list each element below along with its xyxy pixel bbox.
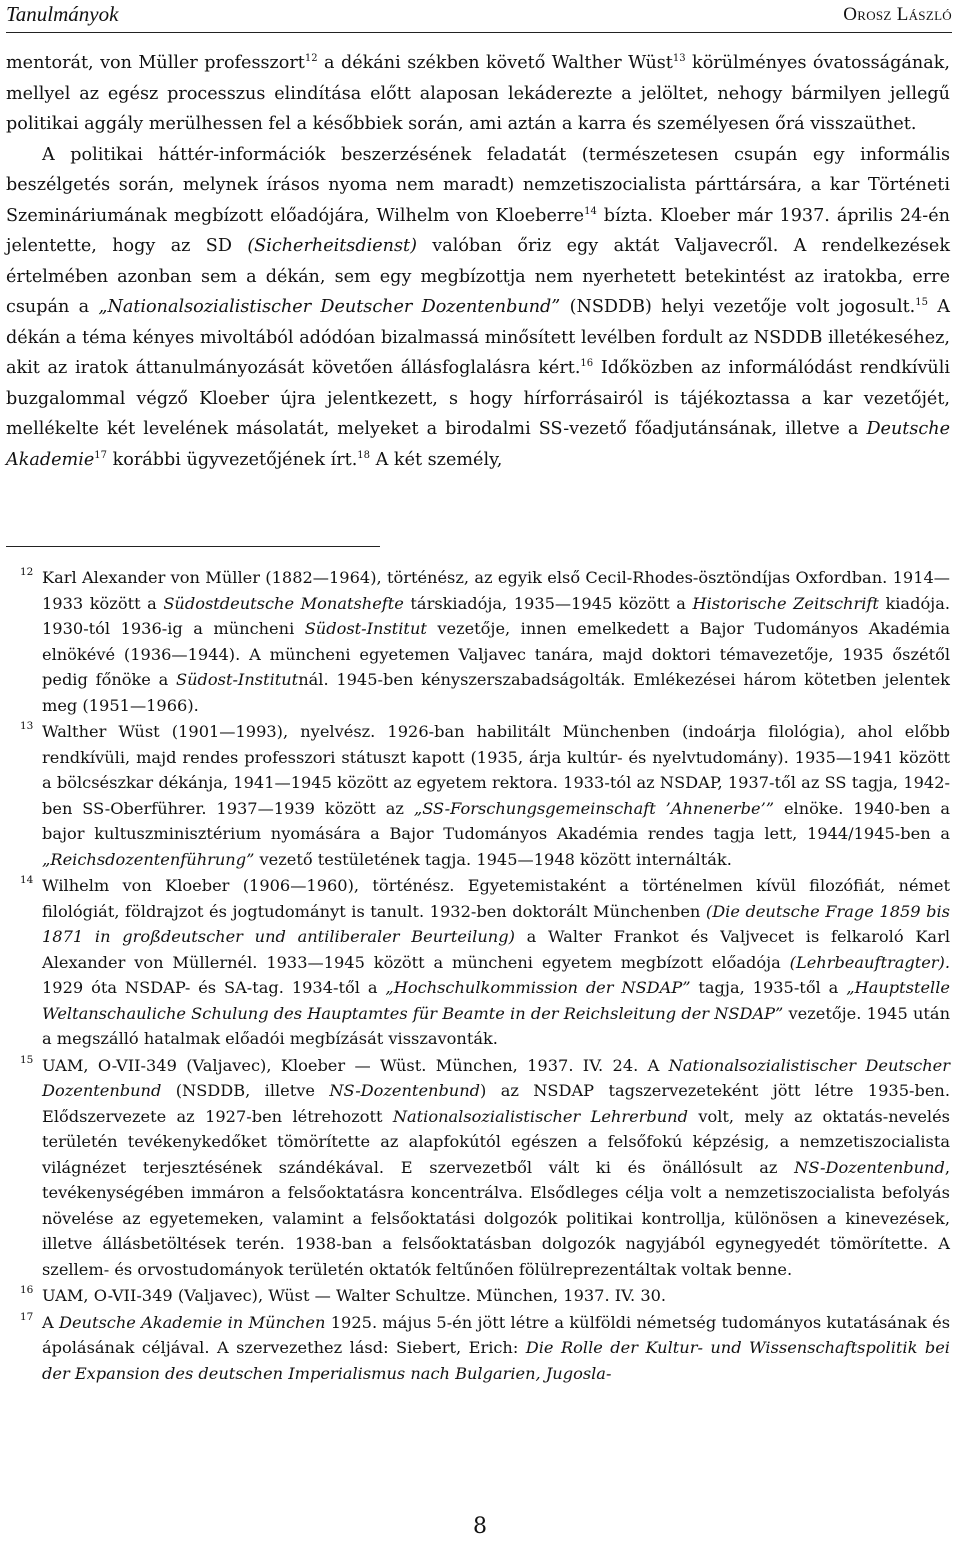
italic-term: „SS-Forschungsgemeinschaft ’Ahnenerbe’” [413, 798, 775, 818]
footnote-number: 15 [20, 1053, 34, 1066]
italic-term: Südost-Institut [304, 619, 427, 638]
author-name: Orosz László [843, 4, 952, 25]
italic-term: „Nationalsozialistischer Deutscher Dozentenbund” [98, 297, 561, 317]
footnote-ref-18[interactable]: 18 [357, 449, 371, 461]
text-run: körülményes óvatosságának, mellyel az egész processzus elindítása előtt alaposan lekáderezte a jelöltet, nehogy bármilyen jellegű politikai aggály merülhessen fel a későbbiek során, ami aztán a karra és személyesen őrá visszaüthet. [6, 53, 950, 134]
italic-term: (Sicherheitsdienst) [247, 236, 417, 256]
footnote-15 [6, 1053, 950, 1283]
paragraph [6, 140, 950, 476]
footnote-number: 14 [20, 874, 34, 886]
text-run: (NSDDB, illetve [161, 1081, 330, 1100]
text-run: a dékáni székben követő Walther Wüst [317, 53, 673, 73]
text-run: tagja, 1935-től a [690, 978, 847, 997]
text-run: vezető testületének tagja. 1945—1948 között internálták. [254, 849, 732, 869]
footnote-14 [6, 873, 950, 1052]
italic-term: Südostdeutsche Monatshefte [163, 593, 404, 613]
paragraph-continuation [6, 48, 950, 140]
text-run: 1929 óta NSDAP- és SA-tag. 1934-től a [42, 978, 386, 997]
text-run: vezetője. 1945 után a megszálló hatalmak előadói megbízását visszavonták. [42, 1003, 950, 1048]
text-run: UAM, O-VII-349 (Valjavec), Kloeber — Wüst. München, 1937. IV. 24. A [42, 1055, 669, 1075]
footnote-16 [6, 1283, 950, 1309]
footnote-13 [6, 719, 950, 872]
footnote-ref-12[interactable]: 12 [304, 53, 318, 65]
text-run: elnöke. 1940-ben a bajor kultuszminisztérium nyomására a Bajor Tudományos Akadémia rendes tagja lett, 1944/1945-ben a [42, 798, 950, 843]
italic-term: Die Rolle der Kultur- und Wissenschaftspolitik bei der Expansion des deutschen Imperialismus nach Bulgarien, Jugosla- [42, 1338, 950, 1383]
text-run: A két személy, [370, 449, 503, 470]
running-header [6, 0, 952, 33]
text-run: nál. 1945-ben kényszerszabadságolták. Emlékezései három kötetben jelentek meg (1951—1966). [42, 670, 950, 715]
text-run: vezetője, innen emelkedett a Bajor Tudományos Akadémia elnökévé (1936—1944). A müncheni egyetemen Valjavec tanára, majd doktori témavezetője, 1935 őszétől pedig főnöke a [42, 619, 950, 689]
text-run: A [42, 1312, 59, 1332]
section-title: Tanulmányok [6, 2, 119, 26]
footnote-ref-15[interactable]: 15 [915, 297, 929, 309]
text-run: kiadója. 1930-tól 1936-ig a müncheni [42, 593, 951, 638]
italic-term: „Reichsdozentenführung” [42, 849, 255, 869]
text-run: mentorát, von Müller professzort [6, 53, 305, 73]
text-run: Wilhelm von Kloeber (1906—1960), történész. Egyetemistaként a történelmen kívül filozófiát, német filológiát, földrajzot és jogtudományt is tanult. 1932-ben doktorált Münchenben [42, 876, 950, 921]
footnote-ref-13[interactable]: 13 [672, 53, 686, 65]
text-run: A politikai háttér-információk beszerzésének feladatát (természetesen csupán egy informális beszélgetés során, melynek írásos nyoma nem maradt) nemzetiszocialista párttársára, a kar Történeti Szemináriumának megbízott előadójára, Wilhelm von Kloeberre [6, 144, 950, 226]
footnote-number: 16 [20, 1284, 34, 1296]
text-run: Karl Alexander von Müller (1882—1964), történész, az egyik első Cecil-Rhodes-ösztöndíjas Oxfordban. 1914—1933 között a [42, 568, 950, 613]
italic-term: Nationalsozialistischer Lehrerbund [392, 1106, 688, 1126]
text-run: bízta. Kloeber már 1937. április 24-én jelentette, hogy az SD [6, 205, 950, 256]
text-run: UAM, O-VII-349 (Valjavec), Wüst — Walter Schultze. München, 1937. IV. 30. [42, 1286, 667, 1305]
text-run: Walther Wüst (1901—1993), nyelvész. 1926-ban habilitált Münchenben (indoárja filológia), ahol előbb rendkívüli, majd rendes professzori státuszt kapott (1935, árja kultúr- és nyelvtudomány). 1935—1941 között a bölcsészkar dékánja, 1941—1945 között az egyetem rektora. 1933-tól az NSDAP, 1937-től az SS tagja, 1942-ben SS-Oberführer. 1937—1939 között az [42, 722, 950, 818]
footnote-separator [6, 546, 380, 547]
footnote-number: 13 [20, 720, 34, 732]
footnote-ref-17[interactable]: 17 [94, 449, 107, 461]
italic-term: „Hauptstelle Weltanschauliche Schulung des Hauptamtes für Beamte in der Reichsleitung der NSDAP” [42, 978, 950, 1023]
text-run: (NSDDB) helyi vezetője volt jogosult. [560, 297, 916, 317]
text-run: , tevékenységében immáron a felsőoktatásra koncentrálva. Elsődleges célja volt a nemzetiszocialista befolyás növelése az egyetemeken, valamint a felsőoktatási dolgozók politikai kontrollja, különösen a kinevezések, illetve állásbetöltések terén. 1938-ban a felsőoktatásban dolgozók nagyjából egynegyedét tömörítette. A szellem- és orvostudományok területén oktatók feltűnően fölülreprezentáltak voltak benne. [42, 1157, 950, 1279]
italic-term: „Hochschulkommission der NSDAP” [385, 978, 691, 997]
footnote-number: 17 [20, 1310, 34, 1323]
text-run: valóban őriz egy aktát Valjavecről. A rendelkezések értelmében azonban sem a dékán, sem egy megbízottja nem nyerhetett betekintést az iratokba, erre csupán a [6, 236, 951, 317]
footnote-17 [6, 1310, 950, 1387]
italic-term: Deutsche Akademie in München [58, 1312, 326, 1332]
footnote-ref-16[interactable]: 16 [580, 358, 594, 370]
footnote-number: 12 [20, 566, 34, 578]
text-run: ) az NSDAP tagszervezeteként jött létre 1935-ben. Elődszervezete az 1927-ben létrehozott [42, 1081, 950, 1126]
text-run: 1925. május 5-én jött létre a külföldi németség tudományos kutatásának és ápolásának céljával. A szervezethez lásd: Siebert, Erich: [42, 1312, 951, 1357]
footnote-ref-14[interactable]: 14 [584, 205, 597, 217]
italic-term: Nationalsozialistischer Deutscher Dozentenbund [42, 1055, 950, 1100]
footnote-12 [6, 565, 950, 718]
page-number: 8 [473, 1514, 487, 1539]
text-run: a Walter Frankot és Valjvecet is felkaroló Karl Alexander von Müllernél. 1933—1945 között a müncheni egyetem megbízott előadója [42, 927, 950, 972]
italic-term: (Lehrbeauftragter). [789, 952, 950, 972]
italic-term: NS-Dozentenbund [329, 1081, 481, 1100]
text-run: volt, mely az oktatás-nevelés területén tevékenykedőket tömörítette az alapfokútól egészen a felsőfokú képzésig, a nemzetiszocialista világnézet terjesztésének szándékával. E szervezetből vált ki és önállósult az [42, 1106, 950, 1177]
footnotes [6, 565, 950, 1387]
body-text [6, 48, 950, 475]
text-run: A dékán a téma kényes mivoltából adódóan bizalmassá minősített levélben fordult az NSDDB illetékeséhez, akit az iratok áttanulmányozását követően állásfoglalásra kért. [6, 297, 950, 378]
text-run: korábbi ügyvezetőjének írt. [107, 449, 358, 470]
italic-term: (Die deutsche Frage 1859 bis 1871 in großdeutscher und antiliberaler Beurteilung) [42, 901, 950, 946]
italic-term: Historische Zeitschrift [692, 593, 879, 613]
italic-term: Deutsche Akademie [6, 419, 950, 470]
italic-term: Südost-Institut [176, 670, 299, 689]
text-run: társkiadója, 1935—1945 között a [403, 593, 693, 613]
italic-term: NS-Dozentenbund [794, 1157, 945, 1177]
text-run: Időközben az informálódást rendkívüli buzgalommal végző Kloeber újra jelentkezett, s hogy hírforrásairól is tájékoztassa a kar vezetőjét, mellékelte két levelének másolatát, melyeket a birodalmi SS-vezető főadjutánsának, illetve a [6, 358, 951, 439]
